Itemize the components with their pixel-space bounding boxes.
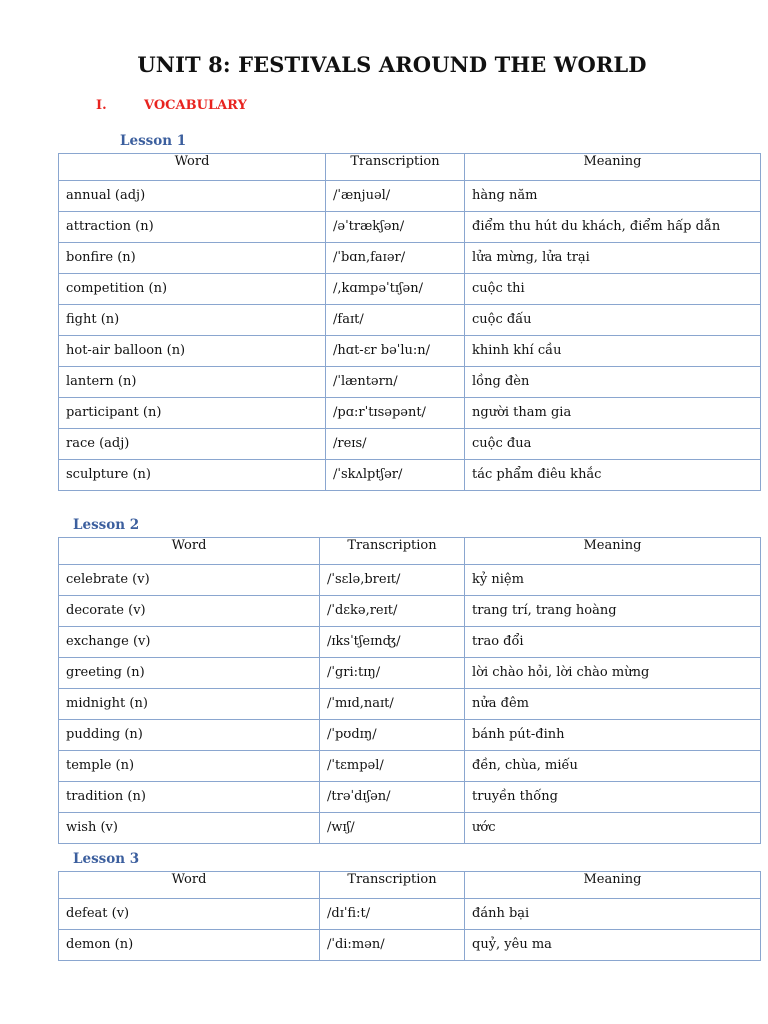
- lesson-2-table: [58, 537, 761, 844]
- word-cell: lantern (n): [59, 367, 326, 398]
- table-row: [59, 627, 761, 658]
- lesson-3-label: Lesson 3: [73, 851, 140, 867]
- table-row: [59, 367, 761, 398]
- header-meaning: Meaning: [465, 538, 761, 565]
- word-cell: temple (n): [59, 751, 320, 782]
- lesson-1-label: Lesson 1: [120, 133, 187, 149]
- word-cell: sculpture (n): [59, 460, 326, 491]
- meaning-cell: lời chào hỏi, lời chào mừng: [465, 658, 761, 689]
- word-cell: fight (n): [59, 305, 326, 336]
- word-cell: exchange (v): [59, 627, 320, 658]
- table-row: [59, 181, 761, 212]
- meaning-cell: đánh bại: [465, 899, 761, 930]
- word-cell: celebrate (v): [59, 565, 320, 596]
- word-cell: demon (n): [59, 930, 320, 961]
- meaning-cell: đền, chùa, miếu: [465, 751, 761, 782]
- word-cell: competition (n): [59, 274, 326, 305]
- transcription-cell: /hɑt-ɛr bəˈlu:n/: [326, 336, 465, 367]
- header-meaning: Meaning: [465, 154, 761, 181]
- table-row: [59, 212, 761, 243]
- page-title: UNIT 8: FESTIVALS AROUND THE WORLD: [137, 52, 647, 77]
- word-cell: wish (v): [59, 813, 320, 844]
- word-cell: pudding (n): [59, 720, 320, 751]
- transcription-cell: /dɪˈfi:t/: [320, 899, 465, 930]
- meaning-cell: tác phẩm điêu khắc: [465, 460, 761, 491]
- table-row: [59, 336, 761, 367]
- header-word: Word: [59, 538, 320, 565]
- lesson-3-table: [58, 871, 761, 961]
- meaning-cell: trang trí, trang hoàng: [465, 596, 761, 627]
- word-cell: tradition (n): [59, 782, 320, 813]
- word-cell: bonfire (n): [59, 243, 326, 274]
- table-row: [59, 658, 761, 689]
- table-row: [59, 930, 761, 961]
- transcription-cell: /ɪksˈtʃeɪnʤ/: [320, 627, 465, 658]
- word-cell: decorate (v): [59, 596, 320, 627]
- table-row: [59, 429, 761, 460]
- transcription-cell: /trəˈdɪʃən/: [320, 782, 465, 813]
- meaning-cell: lồng đèn: [465, 367, 761, 398]
- meaning-cell: nửa đêm: [465, 689, 761, 720]
- word-cell: participant (n): [59, 398, 326, 429]
- transcription-cell: /ˈgri:tɪŋ/: [320, 658, 465, 689]
- meaning-cell: kỷ niệm: [465, 565, 761, 596]
- transcription-cell: /ˈsɛlə,breɪt/: [320, 565, 465, 596]
- section-heading: [96, 98, 247, 113]
- meaning-cell: hàng năm: [465, 181, 761, 212]
- table-row: [59, 751, 761, 782]
- meaning-cell: cuộc thi: [465, 274, 761, 305]
- transcription-cell: /ˈdi:mən/: [320, 930, 465, 961]
- table-row: [59, 782, 761, 813]
- header-transcription: Transcription: [320, 872, 465, 899]
- word-cell: greeting (n): [59, 658, 320, 689]
- header-transcription: Transcription: [320, 538, 465, 565]
- table-row: [59, 565, 761, 596]
- transcription-cell: /əˈtrækʃən/: [326, 212, 465, 243]
- lesson-2-label: Lesson 2: [73, 517, 140, 533]
- header-word: Word: [59, 872, 320, 899]
- meaning-cell: cuộc đua: [465, 429, 761, 460]
- table-row: [59, 274, 761, 305]
- table-header-row: [59, 872, 761, 899]
- meaning-cell: quỷ, yêu ma: [465, 930, 761, 961]
- word-cell: defeat (v): [59, 899, 320, 930]
- table-row: [59, 243, 761, 274]
- word-cell: hot-air balloon (n): [59, 336, 326, 367]
- header-transcription: Transcription: [326, 154, 465, 181]
- section-label: VOCABULARY: [144, 98, 247, 113]
- transcription-cell: /,kɑmpəˈtɪʃən/: [326, 274, 465, 305]
- word-cell: attraction (n): [59, 212, 326, 243]
- header-meaning: Meaning: [465, 872, 761, 899]
- meaning-cell: cuộc đấu: [465, 305, 761, 336]
- section-number: I.: [96, 98, 107, 113]
- meaning-cell: bánh pút-đinh: [465, 720, 761, 751]
- table-row: [59, 720, 761, 751]
- table-row: [59, 813, 761, 844]
- table-header-row: [59, 538, 761, 565]
- transcription-cell: /faɪt/: [326, 305, 465, 336]
- transcription-cell: /pɑ:rˈtɪsəpənt/: [326, 398, 465, 429]
- transcription-cell: /wɪʃ/: [320, 813, 465, 844]
- meaning-cell: khinh khí cầu: [465, 336, 761, 367]
- word-cell: midnight (n): [59, 689, 320, 720]
- table-row: [59, 689, 761, 720]
- meaning-cell: ước: [465, 813, 761, 844]
- transcription-cell: /ˈmɪd,naɪt/: [320, 689, 465, 720]
- transcription-cell: /reɪs/: [326, 429, 465, 460]
- transcription-cell: /ˈskʌlptʃər/: [326, 460, 465, 491]
- transcription-cell: /ˈænjuəl/: [326, 181, 465, 212]
- meaning-cell: người tham gia: [465, 398, 761, 429]
- transcription-cell: /ˈdɛkə,reɪt/: [320, 596, 465, 627]
- table-row: [59, 460, 761, 491]
- table-row: [59, 398, 761, 429]
- transcription-cell: /ˈtɛmpəl/: [320, 751, 465, 782]
- meaning-cell: truyền thống: [465, 782, 761, 813]
- meaning-cell: trao đổi: [465, 627, 761, 658]
- meaning-cell: lửa mừng, lửa trại: [465, 243, 761, 274]
- transcription-cell: /ˈpʊdɪŋ/: [320, 720, 465, 751]
- word-cell: annual (adj): [59, 181, 326, 212]
- meaning-cell: điểm thu hút du khách, điểm hấp dẫn: [465, 212, 761, 243]
- table-header-row: [59, 154, 761, 181]
- table-row: [59, 305, 761, 336]
- lesson-1-table: [58, 153, 761, 491]
- transcription-cell: /ˈbɑn,faɪər/: [326, 243, 465, 274]
- transcription-cell: /ˈlæntərn/: [326, 367, 465, 398]
- header-word: Word: [59, 154, 326, 181]
- word-cell: race (adj): [59, 429, 326, 460]
- table-row: [59, 899, 761, 930]
- table-row: [59, 596, 761, 627]
